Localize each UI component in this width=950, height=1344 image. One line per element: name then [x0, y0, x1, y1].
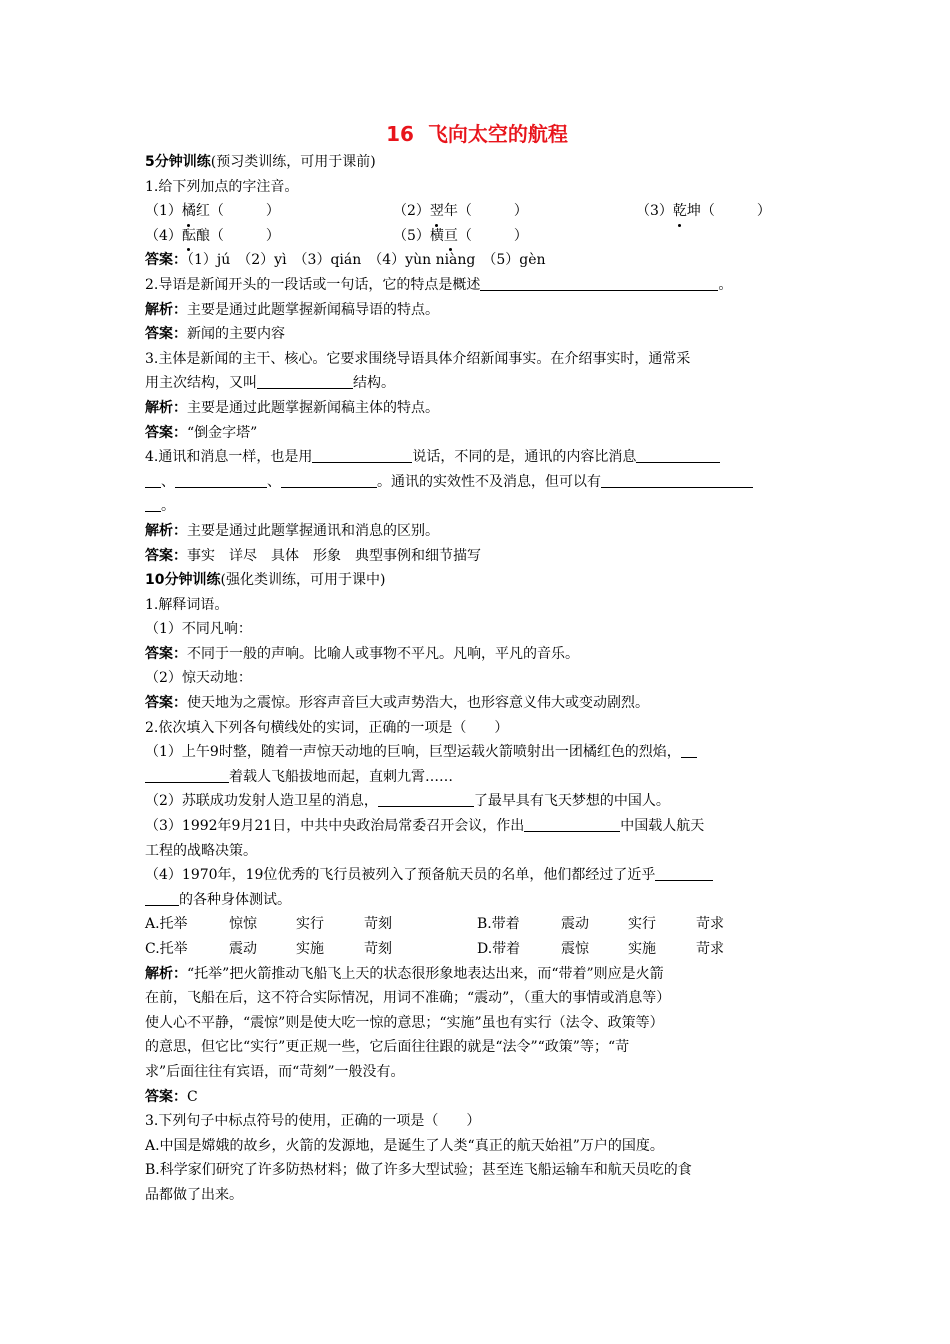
question-6-analysis-line4: 的意思，但它比“实行”更正规一些，它后面往往跟的就是“法令”“政策”等；“苛	[145, 1039, 630, 1056]
question-7-stem: 3.下列句子中标点符号的使用，正确的一项是（ ）	[145, 1113, 481, 1130]
question-6-s4-line2: 的各种身体测试。	[145, 888, 809, 913]
question-6-s1-line1: （1）上午9时整，随着一声惊天动地的巨响，巨型运载火箭喷射出一团橘红色的烈焰，	[145, 740, 809, 765]
question-6-analysis-line3: 使人心不平静，“震惊”则是使大吃一惊的意思；“实施”虽也有实行（法令、政策等）	[145, 1014, 664, 1031]
question-4-line1: 4.通讯和消息一样，也是用 说话，不同的是，通讯的内容比消息	[145, 445, 809, 470]
blank	[145, 766, 229, 783]
pinyin-item-2: （2）翌年（ ）	[393, 199, 636, 224]
question-6-answer: 答案：C	[145, 1088, 198, 1105]
blank	[378, 790, 474, 807]
option-a: A.托举 惊惊 实行 苛刻	[145, 916, 392, 933]
blank	[145, 889, 179, 906]
question-1-items-row1	[145, 199, 809, 224]
question-6-s3-line2: 工程的战略决策。	[145, 842, 257, 859]
section-heading-10min: 10分钟训练(强化类训练，可用于课中)	[145, 572, 386, 589]
question-7-option-b-line2: 品都做了出来。	[145, 1186, 243, 1203]
blank	[312, 446, 412, 463]
document-page	[145, 118, 809, 1208]
question-3-line2: 用主次结构，又叫 结构。	[145, 371, 809, 396]
pinyin-item-1: （1）橘红（ ）	[145, 199, 393, 224]
question-6-s4-line1: （4）1970年，19位优秀的飞行员被列入了预备航天员的名单，他们都经过了近乎	[145, 863, 809, 888]
blank	[145, 471, 161, 488]
question-2-answer: 答案：新闻的主要内容	[145, 326, 285, 343]
question-1-stem: 1.给下列加点的字注音。	[145, 178, 299, 195]
question-3-answer: 答案：“倒金字塔”	[145, 424, 258, 441]
question-4-line2: 、 、 。通讯的实效性不及消息，但可以有	[145, 470, 809, 495]
page-title	[145, 118, 809, 150]
pinyin-item-3: （3）乾坤（ ）	[636, 199, 809, 224]
question-6-analysis-line5: 求”后面往往有宾语，而“苛刻”一般没有。	[145, 1063, 405, 1080]
lesson-number: 16	[386, 122, 414, 146]
blank	[636, 446, 720, 463]
option-c: C.托举 震动 实施 苛刻	[145, 941, 392, 957]
section-heading-5min: 5分钟训练(预习类训练，可用于课前)	[145, 154, 376, 170]
option-d: D.带着 震惊 实施 苛求	[477, 941, 724, 957]
question-5-answer2: 答案：使天地为之震惊。形容声音巨大或声势浩大，也形容意义伟大或变动剧烈。	[145, 695, 649, 712]
question-6-s1-line2: 着载人飞船拔地而起，直刺九霄……	[145, 765, 809, 790]
question-1-answer: 答案：（1）jú （2）yì （3）qián （4）yùn niàng （5）gèn	[145, 252, 546, 269]
blank	[175, 471, 267, 488]
question-6-options-row2	[145, 937, 809, 962]
blank	[655, 864, 713, 881]
question-5-item2: （2）惊天动地：	[145, 670, 252, 687]
question-6-analysis-line2: 在前，飞船在后，这不符合实际情况，用词不准确；“震动”，（重大的事情或消息等）	[145, 990, 671, 1007]
blank	[145, 495, 161, 512]
question-4-analysis: 解析：主要是通过此题掌握通讯和消息的区别。	[145, 522, 439, 539]
blank	[480, 274, 718, 291]
question-4-answer: 答案：事实 详尽 具体 形象 典型事例和细节描写	[145, 547, 481, 564]
pinyin-item-4: （4）酝酿（ ）	[145, 224, 393, 249]
question-2-analysis: 解析：主要是通过此题掌握新闻稿导语的特点。	[145, 301, 439, 318]
question-5-answer1: 答案：不同于一般的声响。比喻人或事物不平凡。凡响，平凡的音乐。	[145, 645, 579, 662]
blank	[281, 471, 377, 488]
question-1-items-row2	[145, 224, 809, 249]
question-6-s3-line1: （3）1992年9月21日，中共中央政治局常委召开会议，作出 中国载人航天	[145, 814, 809, 839]
blank	[681, 741, 697, 758]
pinyin-item-5: （5）横亘（ ）	[393, 224, 636, 249]
blank	[524, 815, 620, 832]
question-6-analysis-line1: 解析：“托举”把火箭推动飞船飞上天的状态很形象地表达出来，而“带着”则应是火箭	[145, 965, 664, 982]
blank	[257, 372, 353, 389]
lesson-title: 飞向太空的航程	[427, 122, 568, 146]
question-2-stem: 2.导语是新闻开头的一段话或一句话，它的特点是概述 。	[145, 273, 809, 298]
question-7-option-b-line1: B.科学家们研究了许多防热材料；做了许多大型试验；甚至连飞船运输车和航天员吃的食	[145, 1162, 692, 1179]
question-4-line3: 。	[145, 494, 809, 519]
question-3-analysis: 解析：主要是通过此题掌握新闻稿主体的特点。	[145, 399, 439, 416]
question-6-options-row1	[145, 912, 809, 937]
option-b: B.带着 震动 实行 苛求	[477, 916, 724, 933]
question-3-line1: 3.主体是新闻的主干、核心。它要求围绕导语具体介绍新闻事实。在介绍事实时，通常采	[145, 350, 691, 367]
question-5-item1: （1）不同凡响：	[145, 621, 252, 638]
question-5-stem: 1.解释词语。	[145, 596, 229, 613]
question-6-stem: 2.依次填入下列各句横线处的实词，正确的一项是（ ）	[145, 719, 509, 736]
blank	[601, 471, 753, 488]
question-6-s2: （2）苏联成功发射人造卫星的消息， 了最早具有飞天梦想的中国人。	[145, 789, 809, 814]
question-7-option-a: A.中国是嫦娥的故乡，火箭的发源地，是诞生了人类“真正的航天始祖”万户的国度。	[145, 1137, 664, 1154]
